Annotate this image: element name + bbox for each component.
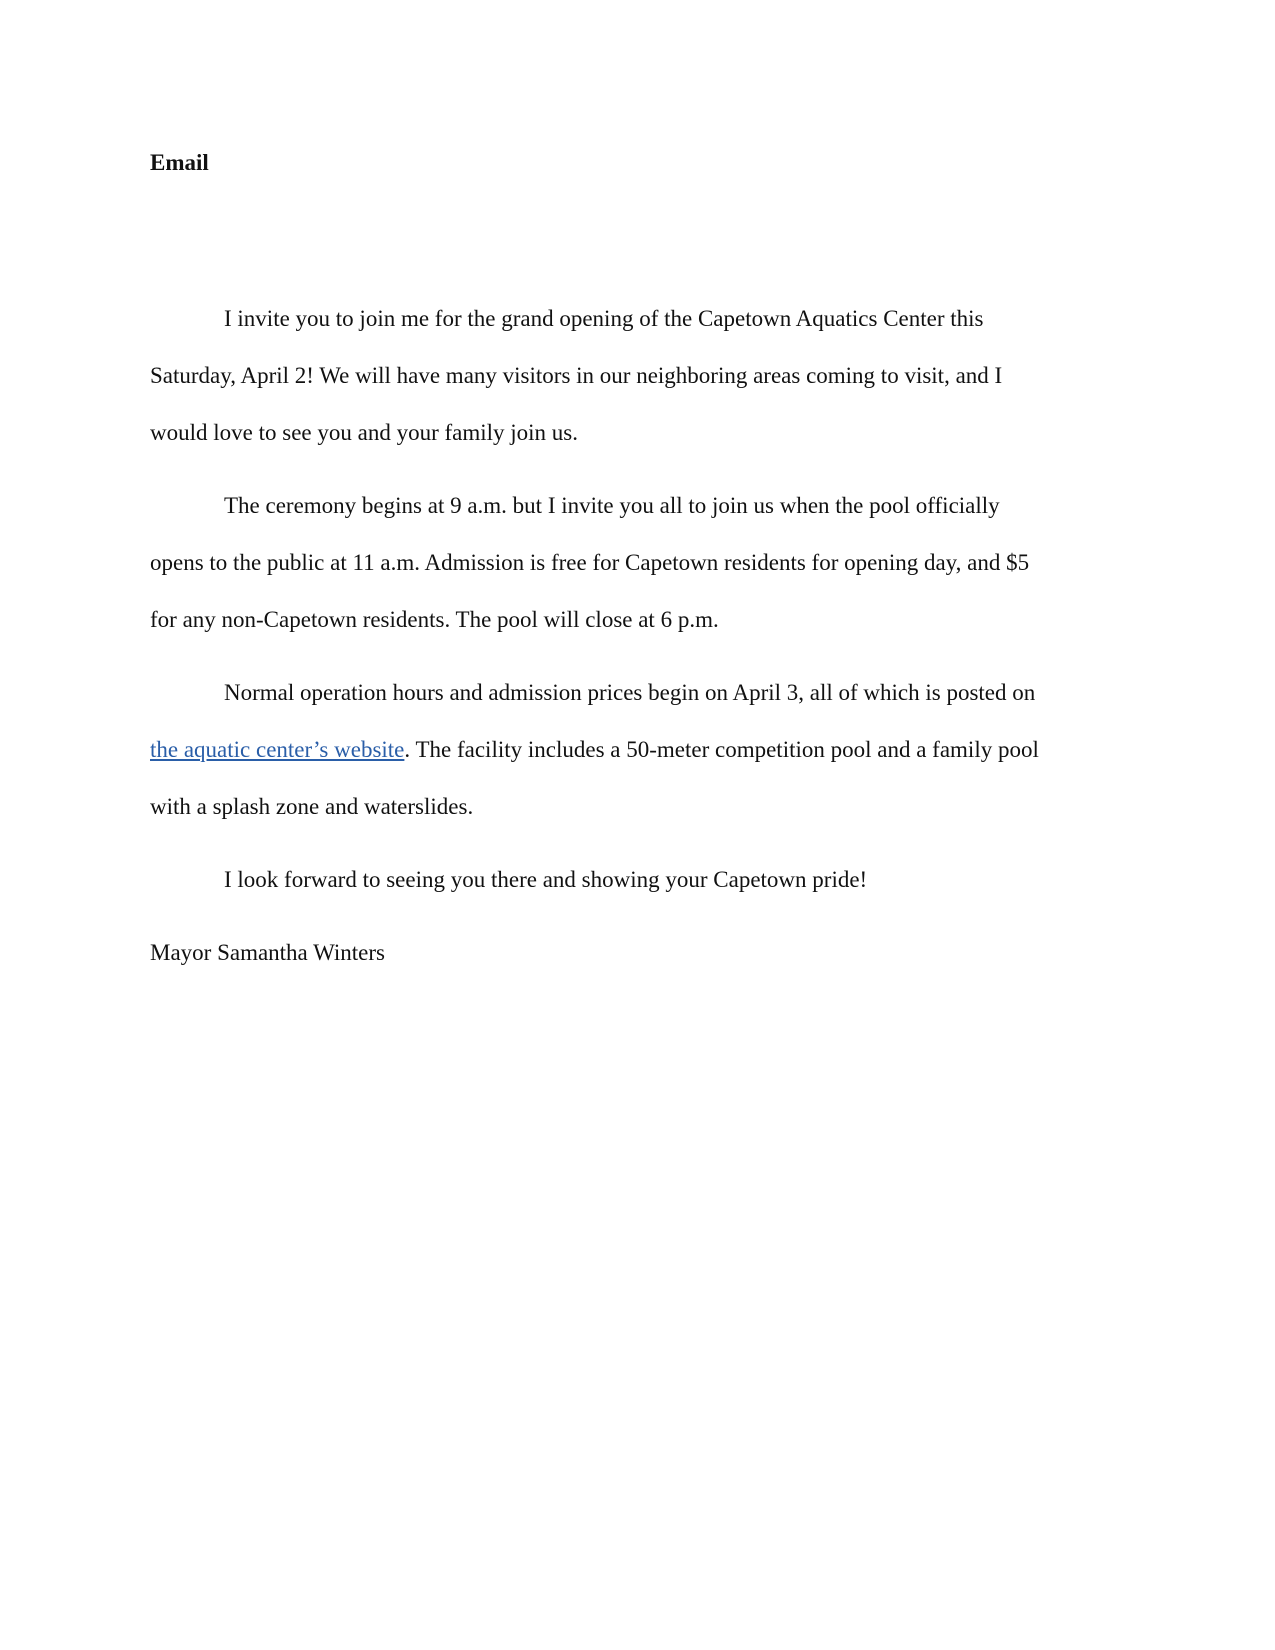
paragraph-line: opens to the public at 11 a.m. Admission is free for Capetown residents for opening day, and $5 [150,550,1030,575]
paragraph-line: would love to see you and your family join us. [150,420,578,445]
document-page [150,148,1125,981]
paragraph-line: I invite you to join me for the grand opening of the Capetown Aquatics Center this [224,306,984,331]
email-body [150,290,1125,981]
paragraph-line: with a splash zone and waterslides. [150,794,474,819]
paragraph-line: for any non-Capetown residents. The pool will close at 6 p.m. [150,607,719,632]
signature: Mayor Samantha Winters [150,940,385,965]
paragraph-facility [150,664,1125,835]
paragraph-schedule [150,477,1125,648]
paragraph-line: I look forward to seeing you there and showing your Capetown pride! [224,867,868,892]
document-heading: Email [150,150,209,175]
paragraph-line: Saturday, April 2! We will have many visitors in our neighboring areas coming to visit, and I [150,363,1003,388]
paragraph-line: Normal operation hours and admission prices begin on April 3, all of which is posted on [224,680,1036,705]
aquatic-center-website-link[interactable]: the aquatic center’s website [150,737,405,762]
paragraph-closing [150,851,1125,908]
paragraph-line-rest: . The facility includes a 50-meter competition pool and a family pool [404,737,1039,762]
paragraph-line-with-link [150,721,1125,778]
paragraph-invitation [150,290,1125,461]
paragraph-line: The ceremony begins at 9 a.m. but I invite you all to join us when the pool officially [224,493,1000,518]
